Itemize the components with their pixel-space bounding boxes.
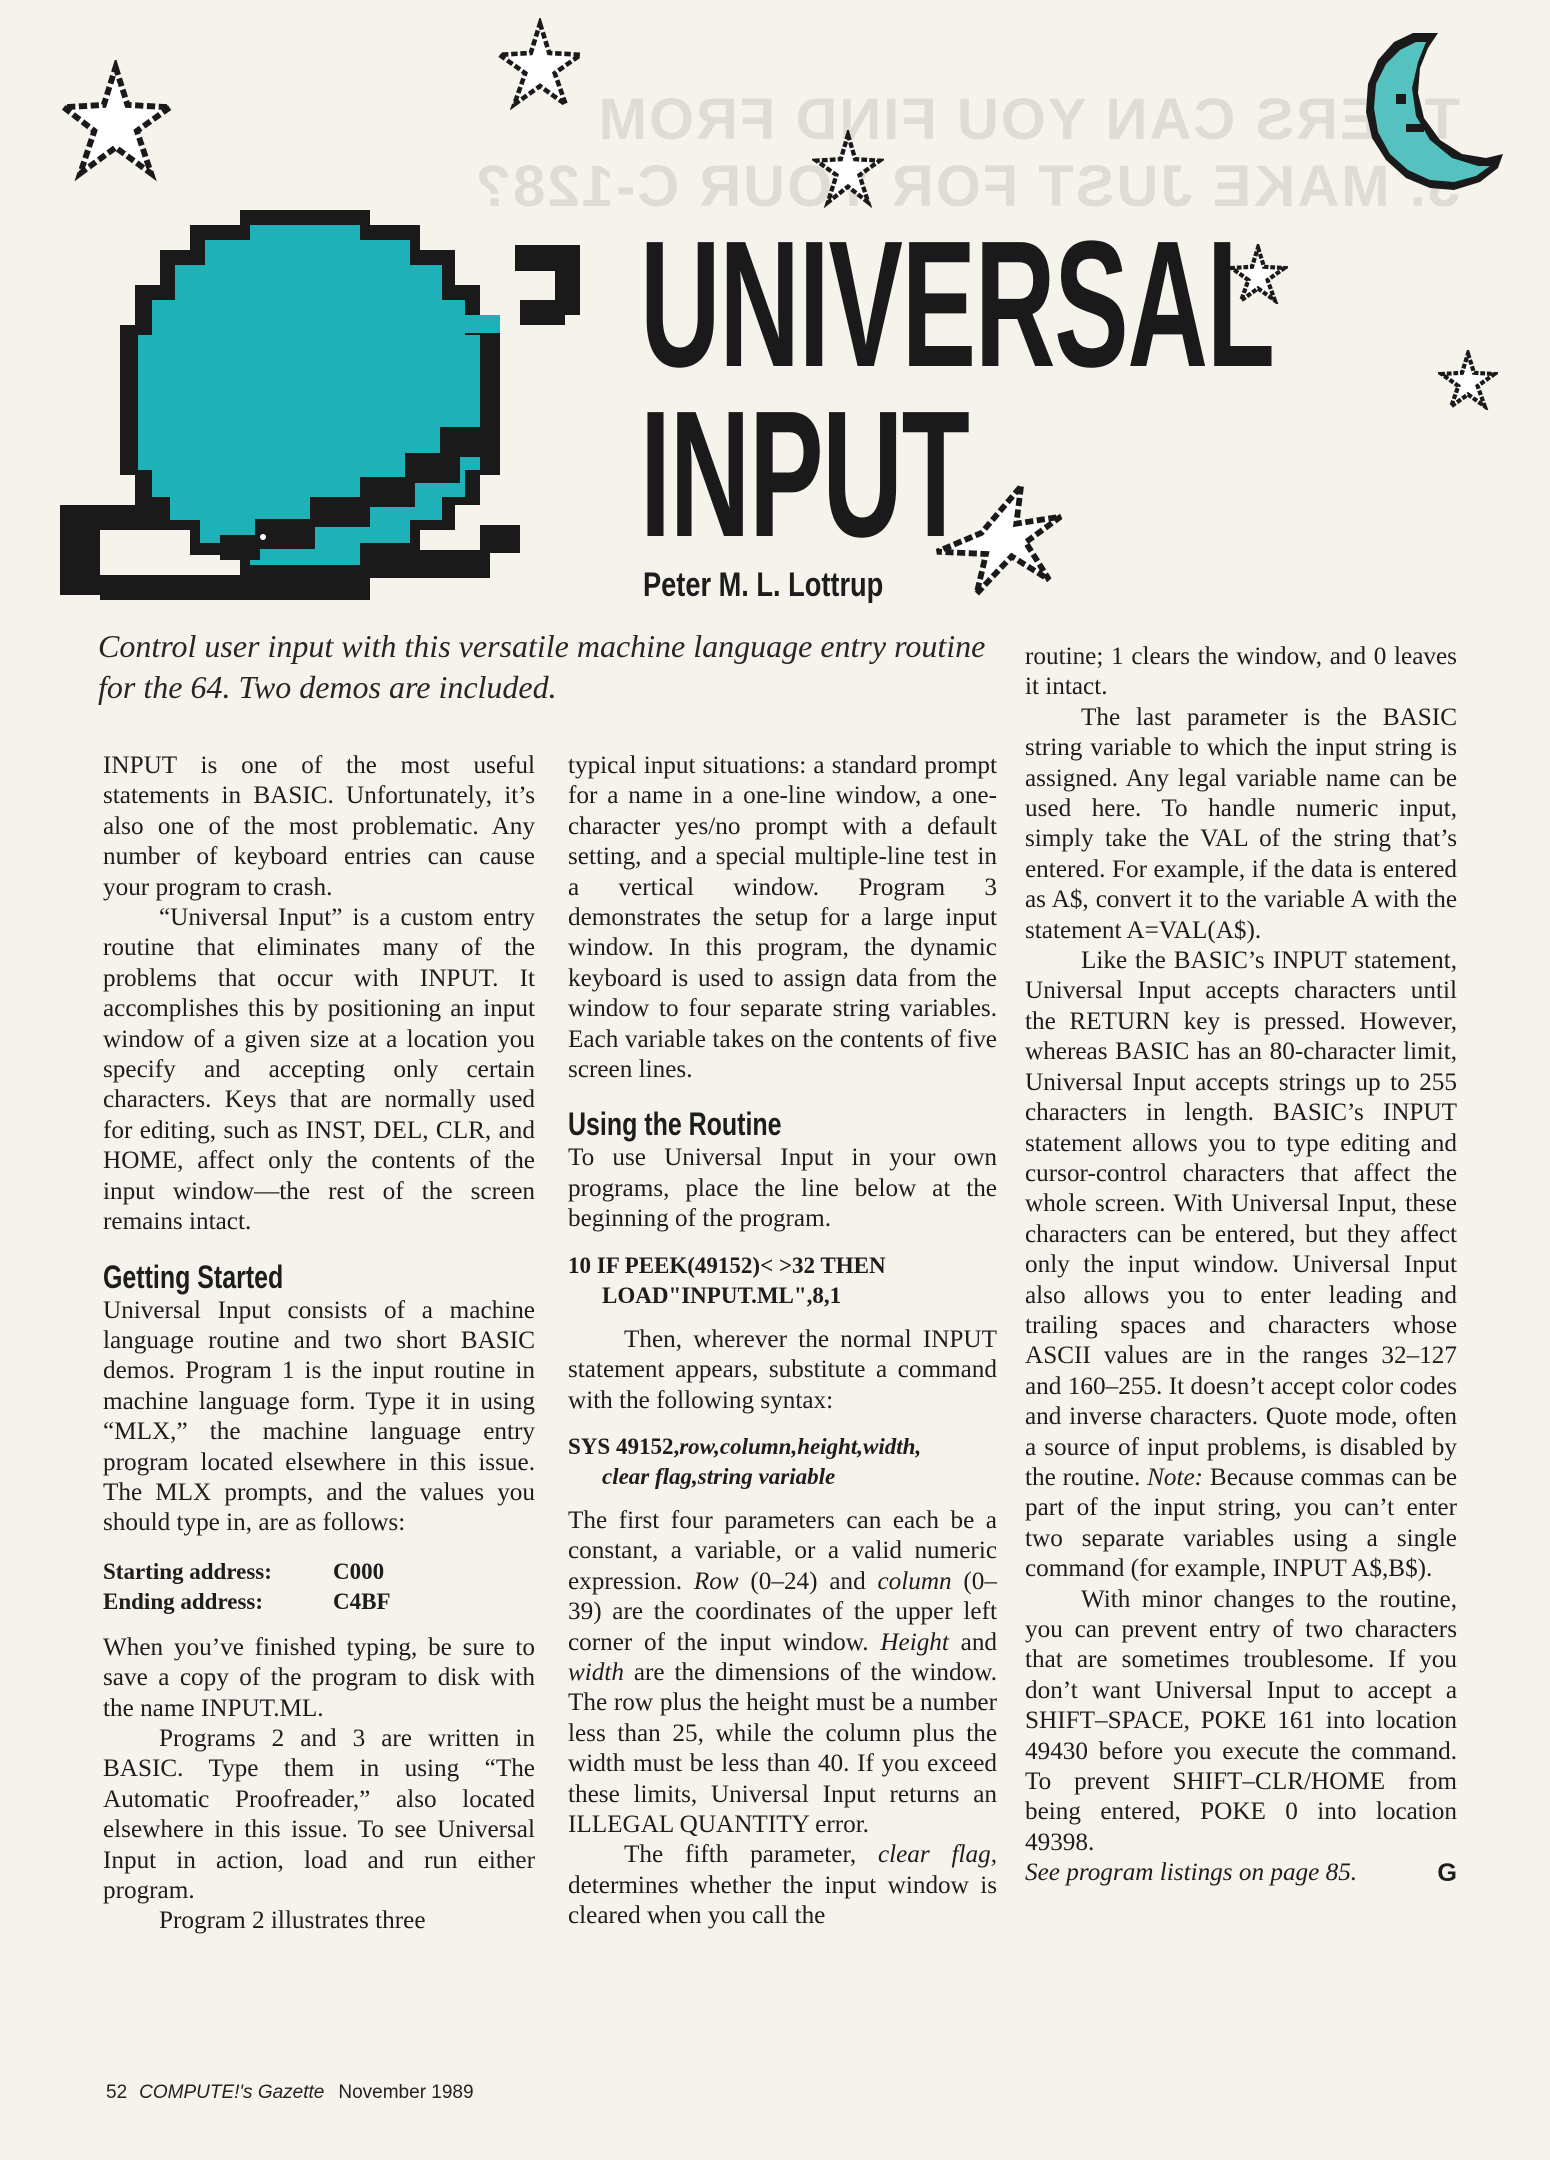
ghost-line-2: 3. MAKE JUST FOR YOUR C-128?: [473, 154, 1460, 219]
address-table: [103, 1557, 535, 1617]
paragraph: INPUT is one of the most useful statements in BASIC. Unfortunately, it’s also one of the most problematic. Any number of keyboard entries can cause your program to crash.: [103, 752, 535, 901]
moon-icon: [1358, 28, 1506, 198]
address-label: Starting address:: [103, 1558, 272, 1584]
paragraph: Program 2 illustrates three: [159, 1907, 426, 1935]
syntax-listing: [568, 1432, 997, 1492]
star-icon: [492, 18, 588, 110]
title-line-1: UNIVERSAL: [640, 204, 1274, 405]
code-line: [568, 1432, 997, 1462]
issue-date: November 1989: [338, 2082, 474, 2103]
address-label: Ending address:: [103, 1588, 264, 1614]
page-number: 52: [106, 2082, 128, 2103]
text-run: are the dimensions of the window. The row plus the height must be a number less than 25, while the column plus the width must be less than 40. If you exceed these limits, Universal Input returns an ILLEGAL QUANTITY error.: [568, 1658, 997, 1838]
text-run: Note:: [1147, 1463, 1204, 1491]
paragraph: “Universal Input” is a custom entry routine that eliminates many of the problems that occur with INPUT. It accomplishes this by positioning an input window of a given size at a location you specify and accepting only certain characters. Keys that are normally used for editing, such as INST, DEL, CLR, and HOME, affect only the contents of the input window—the rest of the screen remains intact.: [103, 904, 535, 1236]
address-row: [103, 1557, 535, 1587]
article-title: [640, 204, 1550, 575]
text-run: (0–39) are the coordinates of the upper left corner of the input window.: [568, 1567, 997, 1656]
section-heading-getting-started: Getting Started: [103, 1258, 284, 1295]
code-line: LOAD"INPUT.ML",8,1: [602, 1282, 842, 1308]
code-listing: [568, 1251, 997, 1311]
text-run: and: [948, 1628, 998, 1656]
text-run: Like the BASIC’s INPUT statement, Universal Input accepts characters until the RETURN key is pressed. However, whereas BASIC has an 80-character limit, Universal Input accepts strings up to 255 characters in length. BASIC’s INPUT statement allows you to type editing and cursor-control characters that affect the whole screen. With Universal Input, these characters can be entered, but they affect only the input window. Universal Input also allows you to enter leading and trailing spaces and characters whose ASCII values are in the ranges 32–127 and 160–255. It doesn’t accept color codes and inverse characters. Quote mode, often a source of input problems, is disabled by the routine.: [1025, 947, 1457, 1491]
paragraph: [568, 1840, 997, 1931]
code-args: row,column,height,width,: [679, 1433, 922, 1459]
text-run: Because commas can be part of the input string, you can’t enter two separate variables using a single command (for example, INPUT A$,B$).: [1025, 1463, 1457, 1583]
section-heading-using-routine: Using the Routine: [568, 1106, 782, 1143]
text-run: clear flag,: [877, 1841, 997, 1869]
paragraph: [568, 1506, 997, 1840]
paragraph: [1025, 946, 1457, 1585]
paragraph: typical input situations: a standard prompt for a name in a one-line window, a one-character yes/no prompt with a default setting, and a special multiple-line test in a vertical window. Program 3 demonstrates the setup for a large input window. In this program, the dynamic keyboard is used to assign data from the window to four separate string variables. Each variable takes on the contents of five screen lines.: [568, 752, 997, 1084]
text-run: width: [568, 1658, 624, 1686]
address-value: C000: [333, 1558, 385, 1584]
see-listings-note: See program listings on page 85.: [1025, 1859, 1358, 1887]
code-prefix: SYS 49152,: [568, 1433, 680, 1459]
paragraph: The last parameter is the BASIC string variable to which the input string is assigned. Any legal variable name can be used here. To handle numeric input, simply take the VAL of the string that’s entered. For example, if the data is entered as A$, convert it to the variable A with the statement A=VAL(A$).: [1025, 703, 1457, 944]
code-line: [568, 1462, 997, 1492]
text-run: The fifth parameter,: [624, 1841, 878, 1869]
title-line-2: INPUT: [640, 374, 969, 575]
author-byline: Peter M. L. Lottrup: [643, 566, 884, 604]
paragraph: routine; 1 clears the window, and 0 leaves it intact.: [1025, 643, 1457, 701]
text-run: (0–24) and: [738, 1567, 878, 1595]
end-mark: G: [1437, 1859, 1457, 1888]
star-icon: [58, 60, 178, 190]
paragraph: Universal Input consists of a machine language routine and two short BASIC demos. Program 1 is the input routine in machine language form. Type it in using “MLX,” the machine language entry program located elsewhere in this issue. The MLX prompts, and the values you should type in, are as follows:: [103, 1296, 535, 1537]
ghost-line-1: THERS CAN YOU FIND FROM: [596, 87, 1460, 152]
paragraph: Then, wherever the normal INPUT statement appears, substitute a command with the following syntax:: [568, 1325, 997, 1414]
address-value: C4BF: [333, 1588, 391, 1614]
code-args: clear flag,string variable: [602, 1463, 836, 1489]
page-footer: [106, 2082, 474, 2104]
text-run: Row: [693, 1567, 739, 1595]
paragraph: [1025, 1858, 1457, 1888]
text-run: column: [877, 1567, 952, 1595]
text-run: Height: [880, 1628, 949, 1656]
paragraph: With minor changes to the routine, you can prevent entry of two characters that are sometimes troublesome. If you don’t want Universal Input to accept a SHIFT–SPACE, POKE 161 into location 49430 before you execute the command. To prevent SHIFT–CLR/HOME from being entered, POKE 0 into location 49398.: [1025, 1585, 1457, 1856]
column-1: [103, 751, 535, 1937]
text-run: determines whether the input window is cleared when you call the: [568, 1871, 997, 1930]
magazine-name: COMPUTE!'s Gazette: [139, 2082, 325, 2103]
star-icon: [812, 130, 884, 210]
paragraph: To use Universal Input in your own programs, place the line below at the beginning of the program.: [568, 1144, 997, 1233]
column-2: [568, 751, 997, 1932]
paragraph: When you’ve finished typing, be sure to save a copy of the program to disk with the name INPUT.ML.: [103, 1633, 535, 1722]
address-row: [103, 1587, 535, 1617]
column-3: [1025, 642, 1457, 1889]
text-run: The first four parameters can each be a constant, a variable, or a valid numeric expression.: [568, 1506, 997, 1595]
planet-icon: [60, 205, 580, 605]
paragraph: Programs 2 and 3 are written in BASIC. Type them in using “The Automatic Proofreader,” also located elsewhere in this issue. To see Universal Input in action, load and run either program.: [103, 1724, 535, 1904]
code-line: 10 IF PEEK(49152)< >32 THEN: [568, 1252, 886, 1278]
article-deck: Control user input with this versatile machine language entry routine for the 64. Two demos are included.: [98, 628, 986, 705]
